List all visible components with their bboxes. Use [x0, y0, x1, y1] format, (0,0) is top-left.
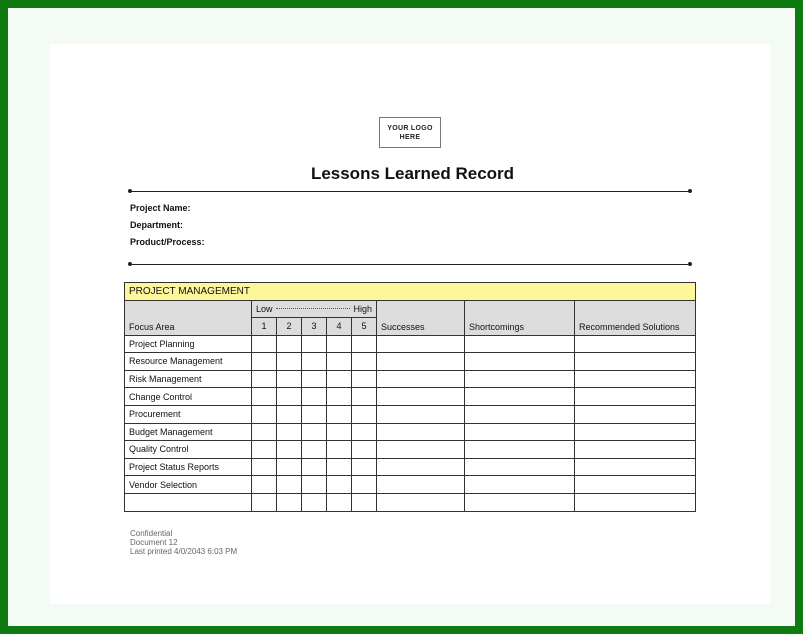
rating-3-cell[interactable]: [302, 423, 327, 441]
scale-dotted-line: [276, 308, 351, 309]
rating-3-cell[interactable]: [302, 493, 327, 511]
rating-4-cell[interactable]: [327, 335, 352, 353]
successes-cell[interactable]: [377, 353, 465, 371]
focus-area-cell: Resource Management: [125, 353, 252, 371]
section-title: PROJECT MANAGEMENT: [125, 283, 696, 301]
shortcomings-cell[interactable]: [465, 370, 575, 388]
department-label: Department:: [130, 220, 184, 230]
successes-cell[interactable]: [377, 458, 465, 476]
table-row: [125, 353, 696, 371]
rating-4-header: 4: [327, 317, 352, 335]
rating-5-cell[interactable]: [352, 405, 377, 423]
logo-placeholder: [379, 117, 441, 148]
rating-1-cell[interactable]: [252, 458, 277, 476]
top-divider: [130, 191, 690, 192]
project-name-label: Project Name:: [130, 203, 191, 213]
lessons-table: [124, 282, 696, 512]
table-row: [125, 388, 696, 406]
rating-5-cell[interactable]: [352, 388, 377, 406]
rating-1-cell[interactable]: [252, 423, 277, 441]
rating-2-cell[interactable]: [277, 388, 302, 406]
rating-2-cell[interactable]: [277, 441, 302, 459]
rating-1-header: 1: [252, 317, 277, 335]
rating-5-cell[interactable]: [352, 458, 377, 476]
successes-cell[interactable]: [377, 335, 465, 353]
rating-scale-header: [252, 300, 377, 317]
focus-area-cell: Procurement: [125, 405, 252, 423]
rating-4-cell[interactable]: [327, 493, 352, 511]
focus-area-cell: Vendor Selection: [125, 476, 252, 494]
recommended-cell[interactable]: [575, 423, 696, 441]
rating-1-cell[interactable]: [252, 441, 277, 459]
recommended-cell[interactable]: [575, 370, 696, 388]
rating-4-cell[interactable]: [327, 441, 352, 459]
focus-area-cell: Change Control: [125, 388, 252, 406]
rating-5-cell[interactable]: [352, 353, 377, 371]
rating-1-cell[interactable]: [252, 476, 277, 494]
successes-cell[interactable]: [377, 370, 465, 388]
rating-3-cell[interactable]: [302, 370, 327, 388]
rating-4-cell[interactable]: [327, 423, 352, 441]
rating-2-cell[interactable]: [277, 476, 302, 494]
rating-2-cell[interactable]: [277, 335, 302, 353]
successes-header: Successes: [377, 300, 465, 335]
shortcomings-cell[interactable]: [465, 405, 575, 423]
shortcomings-cell[interactable]: [465, 458, 575, 476]
rating-1-cell[interactable]: [252, 405, 277, 423]
rating-3-cell[interactable]: [302, 353, 327, 371]
rating-4-cell[interactable]: [327, 370, 352, 388]
rating-4-cell[interactable]: [327, 476, 352, 494]
high-label: High: [353, 303, 372, 314]
rating-5-cell[interactable]: [352, 441, 377, 459]
rating-1-cell[interactable]: [252, 388, 277, 406]
successes-cell[interactable]: [377, 441, 465, 459]
rating-2-cell[interactable]: [277, 370, 302, 388]
rating-2-cell[interactable]: [277, 458, 302, 476]
focus-area-cell: [125, 493, 252, 511]
rating-5-header: 5: [352, 317, 377, 335]
table-row: [125, 423, 696, 441]
shortcomings-header: Shortcomings: [465, 300, 575, 335]
table-body: [125, 335, 696, 511]
table-row: [125, 458, 696, 476]
shortcomings-cell[interactable]: [465, 388, 575, 406]
rating-2-cell[interactable]: [277, 423, 302, 441]
shortcomings-cell[interactable]: [465, 353, 575, 371]
successes-cell[interactable]: [377, 388, 465, 406]
product-process-label: Product/Process:: [130, 237, 205, 247]
rating-3-cell[interactable]: [302, 405, 327, 423]
successes-cell[interactable]: [377, 423, 465, 441]
shortcomings-cell[interactable]: [465, 335, 575, 353]
successes-cell[interactable]: [377, 476, 465, 494]
green-border-frame: [8, 8, 795, 626]
table-row: [125, 441, 696, 459]
rating-2-header: 2: [277, 317, 302, 335]
recommended-cell[interactable]: [575, 493, 696, 511]
recommended-cell[interactable]: [575, 388, 696, 406]
rating-3-cell[interactable]: [302, 441, 327, 459]
footer-info: [130, 529, 237, 556]
focus-area-header: Focus Area: [125, 300, 252, 335]
rating-1-cell[interactable]: [252, 353, 277, 371]
rating-5-cell[interactable]: [352, 423, 377, 441]
recommended-cell[interactable]: [575, 458, 696, 476]
table-row: [125, 405, 696, 423]
rating-5-cell[interactable]: [352, 476, 377, 494]
recommended-cell[interactable]: [575, 335, 696, 353]
page-title: Lessons Learned Record: [310, 164, 515, 183]
low-label: Low: [256, 303, 273, 314]
table-row: [125, 493, 696, 511]
rating-3-cell[interactable]: [302, 476, 327, 494]
document-page: [50, 44, 770, 604]
recommended-cell[interactable]: [575, 476, 696, 494]
shortcomings-cell[interactable]: [465, 476, 575, 494]
table-row: [125, 476, 696, 494]
successes-cell[interactable]: [377, 405, 465, 423]
rating-1-cell[interactable]: [252, 493, 277, 511]
logo-line-1: YOUR LOGO: [387, 124, 433, 132]
rating-1-cell[interactable]: [252, 370, 277, 388]
rating-3-cell[interactable]: [302, 458, 327, 476]
focus-area-cell: Project Planning: [125, 335, 252, 353]
bottom-divider: [130, 264, 690, 265]
table-row: [125, 370, 696, 388]
rating-1-cell[interactable]: [252, 335, 277, 353]
logo-line-2: HERE: [399, 133, 421, 141]
recommended-cell[interactable]: [575, 353, 696, 371]
rating-3-header: 3: [302, 317, 327, 335]
rating-5-cell[interactable]: [352, 335, 377, 353]
rating-4-cell[interactable]: [327, 405, 352, 423]
focus-area-cell: Risk Management: [125, 370, 252, 388]
recommended-cell[interactable]: [575, 405, 696, 423]
table-row: [125, 335, 696, 353]
footer-document: Document 12: [130, 538, 178, 547]
footer-last-printed: Last printed 4/0/2043 6:03 PM: [130, 547, 238, 556]
shortcomings-cell[interactable]: [465, 441, 575, 459]
focus-area-cell: Project Status Reports: [125, 458, 252, 476]
rating-3-cell[interactable]: [302, 388, 327, 406]
recommended-solutions-header: Recommended Solutions: [575, 300, 696, 335]
footer-confidential: Confidential: [130, 529, 173, 538]
rating-2-cell[interactable]: [277, 493, 302, 511]
rating-2-cell[interactable]: [277, 405, 302, 423]
shortcomings-cell[interactable]: [465, 423, 575, 441]
rating-5-cell[interactable]: [352, 493, 377, 511]
focus-area-cell: Quality Control: [125, 441, 252, 459]
rating-2-cell[interactable]: [277, 353, 302, 371]
rating-4-cell[interactable]: [327, 458, 352, 476]
successes-cell[interactable]: [377, 493, 465, 511]
rating-4-cell[interactable]: [327, 353, 352, 371]
rating-5-cell[interactable]: [352, 370, 377, 388]
focus-area-cell: Budget Management: [125, 423, 252, 441]
shortcomings-cell[interactable]: [465, 493, 575, 511]
recommended-cell[interactable]: [575, 441, 696, 459]
rating-4-cell[interactable]: [327, 388, 352, 406]
rating-3-cell[interactable]: [302, 335, 327, 353]
